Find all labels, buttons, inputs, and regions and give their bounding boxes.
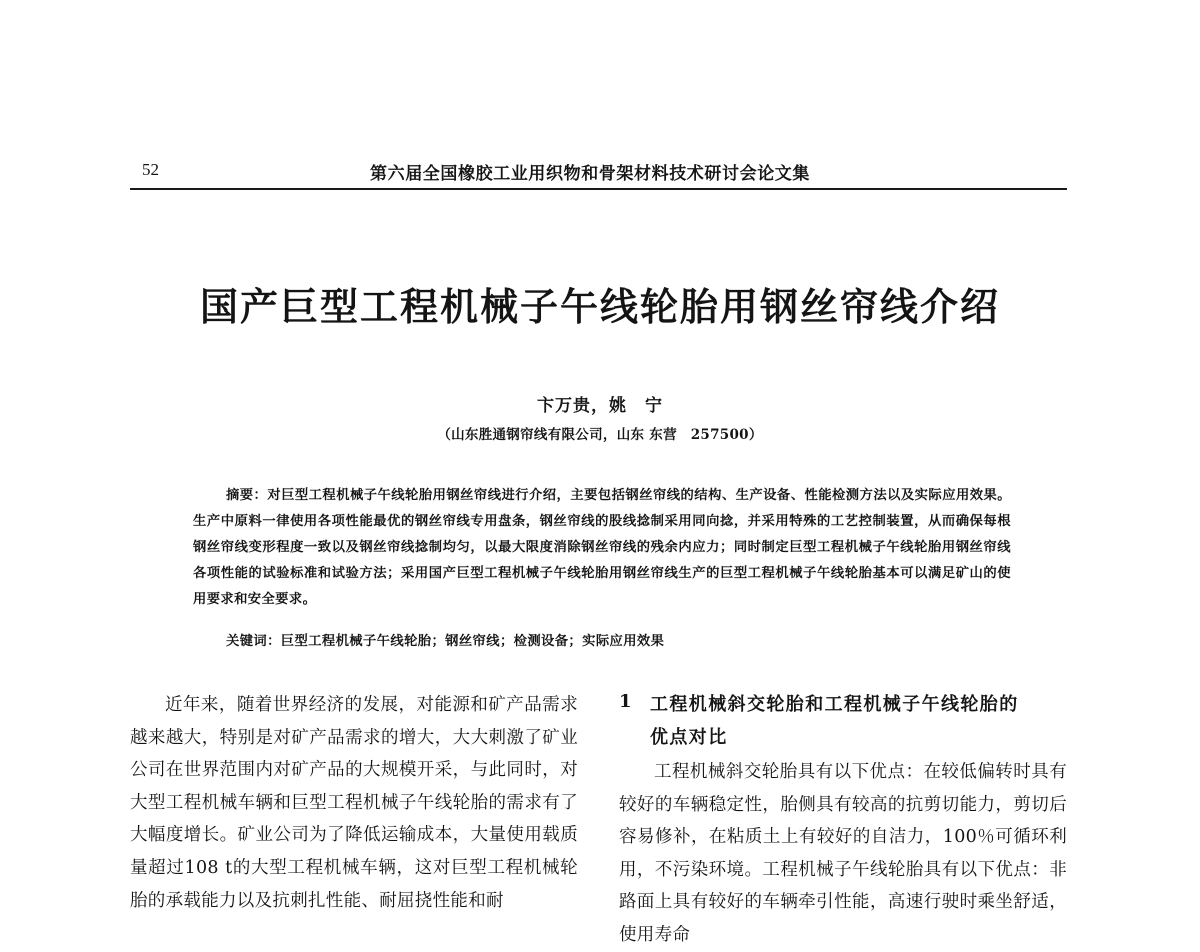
paper-title: 国产巨型工程机械子午线轮胎用钢丝帘线介绍 [199,284,1000,329]
authors: 卞万贵，姚 宁 [537,396,663,416]
body-left-column: 近年来，随着世界经济的发展，对能源和矿产品需求越来越大，特别是对矿产品需求的增大，大大刺激了矿业公司在世界范围内对矿产品的大规模开采，与此同时，对大型工程机械车辆和巨型工程机械子午线轮胎的需求有了大幅度增长。矿业公司为了降低运输成本，大量使用载质量超过108 t的大型工程机械车辆，这对巨型工程机械轮胎的承载能力以及抗刺扎性能、耐屈挠性能和耐 [130,695,578,911]
running-header: 第六届全国橡胶工业用织物和骨架材料技术研讨会论文集 [370,164,810,184]
keywords [226,630,664,649]
section-title-line1: 工程机械斜交轮胎和工程机械子午线轮胎的 [650,694,1019,715]
abstract-text: 对巨型工程机械子午线轮胎用钢丝帘线进行介绍，主要包括钢丝帘线的结构、生产设备、性能检测方法以及实际应用效果。生产中原料一律使用各项性能最优的钢丝帘线专用盘条，钢丝帘线的股线捻制采用同向捻，并采用特殊的工艺控制装置，从而确保每根钢丝帘线变形程度一致以及钢丝帘线捻制均匀，以最大限度消除钢丝帘线的残余内应力；同时制定巨型工程机械子午线轮胎用钢丝帘线各项性能的试验标准和试验方法；采用国产巨型工程机械子午线轮胎用钢丝帘线生产的巨型工程机械子午线轮胎基本可以满足矿山的使用要求和安全要求。 [193,488,1011,607]
affiliation: （山东胜通钢帘线有限公司，山东 东营 257500） [437,427,763,443]
abstract [193,483,1011,613]
page-number: 52 [142,160,159,179]
header-rule [130,188,1067,190]
keywords-label: 关键词： [226,634,281,649]
section-title-line2: 优点对比 [650,727,728,748]
body-right-column: 工程机械斜交轮胎具有以下优点：在较低偏转时具有较好的车辆稳定性，胎侧具有较高的抗剪切能力，剪切后容易修补，在粘质土上有较好的自洁力，100％可循环利用，不污染环境。工程机械子午线轮胎具有以下优点：非路面上具有较好的车辆牵引性能，高速行驶时乘坐舒适，使用寿命 [619,762,1067,945]
abstract-label: 摘要： [226,488,268,503]
section-number: 1 [619,691,632,712]
keywords-text: 巨型工程机械子午线轮胎；钢丝帘线；检测设备；实际应用效果 [280,634,665,649]
